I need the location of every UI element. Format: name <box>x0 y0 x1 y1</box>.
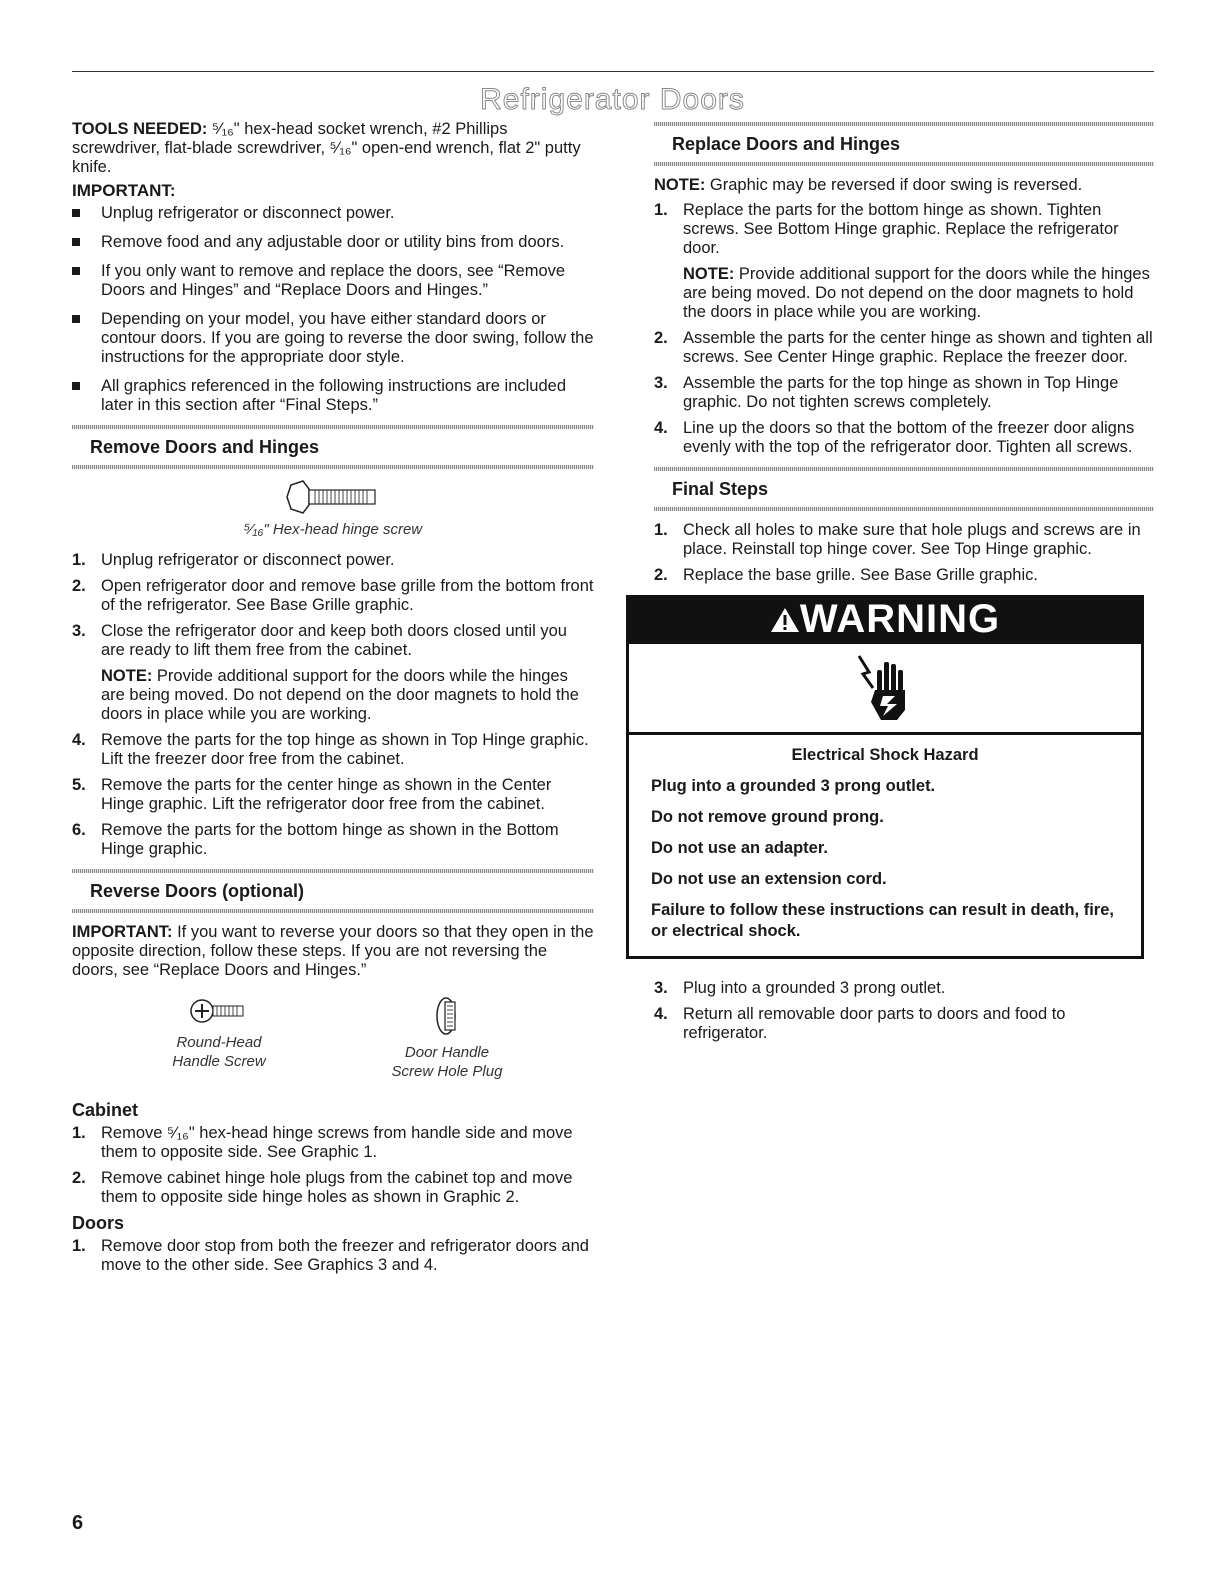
warning-line: Failure to follow these instructions can result in death, fire, or electrical shock. <box>651 901 1114 940</box>
reverse-figures <box>72 994 594 1081</box>
doors-heading: Doors <box>72 1213 125 1233</box>
step-note: NOTE: Provide additional support for the doors while the hinges are being moved. Do not depend on the door magnets to hold the doors in place while you are working. <box>683 265 1150 321</box>
list-item: 3. Close the refrigerator door and keep both doors closed until you are ready to lift them free from the cabinet. NOTE: Provide additional support for the doors while the hinges are being moved. Do not depend on the door magnets to hold the doors in place while you are working. <box>72 622 594 724</box>
shock-hazard-figure <box>629 644 1141 735</box>
warning-line: Plug into a grounded 3 prong outlet. <box>651 777 936 795</box>
divider <box>654 122 1154 126</box>
reverse-important: IMPORTANT: If you want to reverse your doors so that they open in the opposite direction, follow these steps. If you are not reversing the doors, see “Replace Doors and Hinges.” <box>72 923 594 979</box>
step-note: NOTE: Provide additional support for the doors while the hinges are being moved. Do not depend on the door magnets to hold the doors in place while you are working. <box>101 667 579 723</box>
tools-label: TOOLS NEEDED: <box>72 120 208 138</box>
list-item: Unplug refrigerator or disconnect power. <box>72 204 594 223</box>
bullet-icon <box>72 238 80 246</box>
warning-body <box>629 735 1141 956</box>
list-item: 5. Remove the parts for the center hinge as shown in the Center Hinge graphic. Lift the refrigerator door free from the cabinet. <box>72 776 552 813</box>
hex-screw-figure <box>72 479 594 539</box>
important-label: IMPORTANT: <box>72 181 176 200</box>
replace-steps-list <box>654 201 1154 457</box>
section-heading-reverse: Reverse Doors (optional) <box>72 869 594 913</box>
tools-text: ⁵⁄₁₆" hex-head socket wrench, #2 Phillips screwdriver, flat-blade screwdriver, ⁵⁄₁₆" open-end wrench, flat 2" putty knife. <box>72 120 581 176</box>
doors-steps-list <box>72 1237 594 1275</box>
round-head-screw-figure: Round-Head Handle Screw <box>144 994 294 1081</box>
bullet-icon <box>72 382 80 390</box>
important-list <box>72 204 594 415</box>
page-title: Refrigerator Doors <box>480 83 745 116</box>
list-item: 1. Remove door stop from both the freezer and refrigerator doors and move to the other side. See Graphics 3 and 4. <box>72 1237 589 1274</box>
section-heading-replace: Replace Doors and Hinges <box>654 122 1154 166</box>
list-item: 1. Check all holes to make sure that hole plugs and screws are in place. Reinstall top hinge cover. See Top Hinge graphic. <box>654 521 1141 558</box>
warning-header: WARNING <box>629 598 1141 644</box>
left-column <box>72 120 594 1282</box>
list-item: 2. Open refrigerator door and remove base grille from the bottom front of the refrigerator. See Base Grille graphic. <box>72 577 594 614</box>
cabinet-heading: Cabinet <box>72 1100 139 1120</box>
cabinet-steps-list <box>72 1124 594 1207</box>
replace-note: NOTE: Graphic may be reversed if door swing is reversed. <box>654 176 1083 194</box>
list-item: Remove food and any adjustable door or utility bins from doors. <box>72 233 594 252</box>
list-item: 4. Line up the doors so that the bottom of the freezer door aligns evenly with the top of the refrigerator door. Tighten all screws. <box>654 419 1135 456</box>
warning-line: Do not use an extension cord. <box>651 870 887 888</box>
list-item: 4. Return all removable door parts to doors and food to refrigerator. <box>654 1005 1066 1042</box>
list-item: If you only want to remove and replace the doors, see “Remove Doors and Hinges” and “Replace Doors and Hinges.” <box>72 262 594 300</box>
list-item: 2. Replace the base grille. See Base Grille graphic. <box>654 566 1038 584</box>
divider <box>72 425 594 429</box>
list-item: 4. Remove the parts for the top hinge as shown in Top Hinge graphic. Lift the freezer door free from the cabinet. <box>72 731 589 768</box>
divider <box>654 467 1154 471</box>
section-heading-remove: Remove Doors and Hinges <box>72 425 594 469</box>
hex-screw-caption: ⁵⁄₁₆" Hex-head hinge screw <box>243 521 423 538</box>
page-number: 6 <box>72 1512 84 1534</box>
warning-line: Do not use an adapter. <box>651 839 828 857</box>
list-item: 6. Remove the parts for the bottom hinge as shown in the Bottom Hinge graphic. <box>72 821 559 858</box>
hazard-title: Electrical Shock Hazard <box>791 746 979 764</box>
hole-plug-figure: Door Handle Screw Hole Plug <box>372 994 522 1081</box>
list-item: 1. Replace the parts for the bottom hinge as shown. Tighten screws. See Bottom Hinge graphic. Replace the refrigerator door. NOTE: Provide additional support for the doors while the hinges are being moved. Do not depend on the door magnets to hold the doors in place while you are working. <box>654 201 1154 322</box>
remove-steps-list <box>72 551 594 859</box>
list-item: 2. Assemble the parts for the center hinge as shown and tighten all screws. See Center Hinge graphic. Replace the freezer door. <box>654 329 1153 366</box>
section-heading-final: Final Steps <box>654 467 1154 511</box>
list-item: Depending on your model, you have either standard doors or contour doors. If you are going to reverse the door swing, follow the instructions for the appropriate door style. <box>72 310 594 367</box>
bullet-icon <box>72 267 80 275</box>
warning-line: Do not remove ground prong. <box>651 808 884 826</box>
tools-needed <box>72 120 594 177</box>
bullet-icon <box>72 315 80 323</box>
final-steps-list-b <box>654 979 1154 1043</box>
round-head-screw-icon <box>189 994 249 1028</box>
divider <box>72 465 594 469</box>
list-item: 2. Remove cabinet hinge hole plugs from the cabinet top and move them to opposite side hinge holes as shown in Graphic 2. <box>72 1169 573 1206</box>
final-steps-list-a <box>654 521 1154 585</box>
hole-plug-icon <box>432 994 462 1038</box>
list-item: All graphics referenced in the following instructions are included later in this section after “Final Steps.” <box>72 377 594 415</box>
electric-shock-hand-icon <box>857 652 913 724</box>
list-item: 3. Assemble the parts for the top hinge as shown in Top Hinge graphic. Do not tighten screws completely. <box>654 374 1119 411</box>
top-rule <box>72 71 1154 72</box>
divider <box>72 869 594 873</box>
list-item: 3. Plug into a grounded 3 prong outlet. <box>654 979 946 997</box>
divider <box>72 909 594 913</box>
warning-box <box>626 595 1144 959</box>
divider <box>654 162 1154 166</box>
right-column <box>651 122 1154 1050</box>
list-item: 1. Remove ⁵⁄₁₆" hex-head hinge screws from handle side and move them to opposite side. See Graphic 1. <box>72 1124 573 1161</box>
bullet-icon <box>72 209 80 217</box>
warning-triangle-icon <box>770 606 800 634</box>
hex-head-screw-icon <box>285 479 381 515</box>
divider <box>654 507 1154 511</box>
list-item: 1. Unplug refrigerator or disconnect power. <box>72 551 395 569</box>
